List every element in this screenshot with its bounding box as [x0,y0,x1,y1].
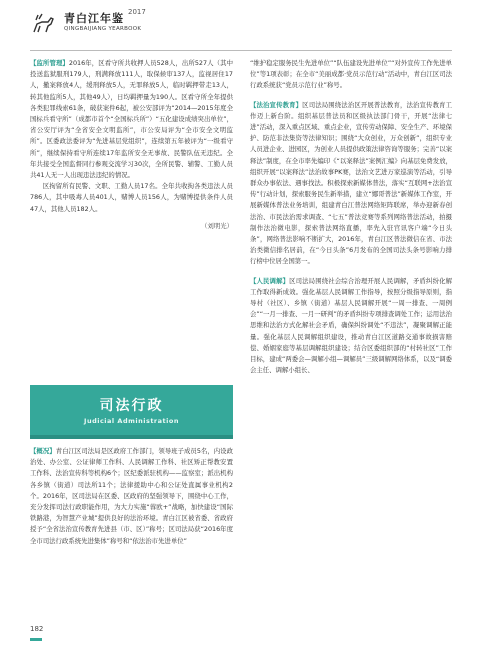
section-subtitle: Judicial Administration [84,417,179,425]
left-column-top [30,58,233,232]
section-banner [30,385,233,439]
header-rule [30,50,452,51]
paragraph-text: 2016年，区看守所共收押人员528人，出所527人（其中投送监狱服刑179人，刑满释放111人，取保候审137人，监视居住17人，撤案释放4人，缓刑释放5人，无罪释放5人，临时羁押带走13人，转其他监所5人，其他49人），日均羁押量为190人。区看守所全年提供各类犯罪线索61条，破获案件6起，被公安部评为“2014—2015年度全国标兵看守所”（成都市首个“全国标兵所”）“五化建设成绩突出单位”，省公安厅评为“全省安全文明监所”，市公安局评为“全市安全文明监所”。区委政法委评为“先进基层党组织”，连续第五年被评为“一级看守所”，继续保持看守所连续17年监所安全无事故、民警队伍无违纪。全年共接受全国监督同行参观交流学习30次，全所民警、辅警、工勤人员共41人无一人出现违法违纪的情况。 [30,59,233,180]
left-column-bottom [30,446,233,547]
right-column [250,58,452,376]
section-tag: 【概况】 [30,447,56,455]
yearbook-title: 青白江年鉴 [64,12,124,25]
banner-strip [30,435,233,439]
paragraph-mediation [250,276,452,377]
section-tag: 【人民调解】 [250,276,290,285]
yearbook-subtitle: QINGBAIJIANG YEARBOOK [64,26,142,32]
paragraph-detention: 区拘留所有民警、文职、工勤人员17名。全年共收拘各类违法人员786人，其中吸毒人员401人，赌博人员156人，为赌博提供条件人员47人，其他人员182人。 [30,182,233,213]
paragraph-text: 区司法局围绕社会综合治理开展人民调解，矛盾纠纷化解工作取得新成效。强化基层人民调解工作指导，按照分级指导原则，指导村（社区）、乡镇（街道）基层人民调解开展“一周一排查、一周例会”“一月一排查、一月一研判”的矛盾纠纷专项排查调处工作；运用法治思维和法治方式化解社会矛盾，确保纠纷调处“不违法”，凝聚调解正能量。强化基层人民调解组织建设，推动青白江区道路交通事故损害赔偿、婚姻家庭等基层调解组织建设；结合区委组织部的“村转社区”工作目标，建成“两委会—调解小组—调解员”三级调解网络体系，以及“调委会主任、调解小组长、 [250,276,453,375]
deer-logo-icon [30,12,56,34]
paragraph-text: 区司法局围绕法治区开展普法教育，法治宣传教育工作迈上新台阶。组织基层普法员和区级执法部门骨干，开展“法律七进”活动，深入重点区域、重点企业，宣传劳动保障、安全生产、环境保护、防范非法集资等法律知识；围绕“大众创业，万众创新”，组织专业人员进企业、进园区，为创业人员提供政策法律咨询等服务；完善“以案释法”制度，在全市率先编印《“以案释法”案例汇编》向基层免费发放，组织开展“以案释法”法治故事PK赛，法治文艺进万家巡演等活动，引导群众办事依法、遇事找法。积极探索新媒体普法，落实“互联网+法治宣传”行动计划，探索服务民生新举措，建立“娜哥普法”新媒体工作室，开展新媒体普法业务培训，组建青白江普法网络矩阵联席，举办迎新春创法治、市民法治需求调查、“七五”普法竞赛等系列网络普法活动，拍摄制作法治微电影，探索普法网络直播，率先入驻官讯客户端“今日头条”，网络普法影响不断扩大，2016年，青白江区普法微信在省、市法治类微信排名居前，在“今日头条”6月发布的全国司法头条号影响力排行榜中位居全国第一。 [250,100,453,266]
page-header [30,8,460,48]
paragraph-legal-education [250,100,452,268]
author-signature: （刘明光） [201,221,233,230]
section-tag: 【监所管理】 [30,59,69,67]
paragraph-awards: “维护稳定服务民生先进单位”“队伍建设先进单位”“对外宣传工作先进单位”等1项表彰；在全市“美丽成都·党员示范行动”活动中，青白江区司法行政系统获“党员示范行业”称号。 [250,59,452,90]
page-number-bar [30,638,42,641]
paragraph-text: 青白江区司法局是区政府工作部门，领导班子成员5名，内设政治处、办公室、公证律师工作科、人民调解工作科、社区矫正帮教安置工作科、法治宣传科等机构6个；区纪委派驻机构——监察室；派出机构各乡镇（街道）司法所11个；法律援助中心和公证处直属事业机构2个。2016年，区司法局在区委、区政府的坚强领导下，围绕中心工作，充分发挥司法行政职能作用，为大力实施“蓉欧+”战略，加快建设“国际铁路港，为智慧产业城”提供良好的法治环境。青白江区被省委、省政府授予“全省法治宣传教育先进县（市、区）”称号；区司法局获“2016年度全市司法行政系统先进集体”称号和“依法治市先进单位” [30,447,233,545]
yearbook-year: 2017 [128,8,146,16]
paragraph-jail-management [30,58,233,181]
section-title: 司法行政 [99,398,164,414]
paragraph-overview [30,446,233,547]
page-number: 182 [30,625,44,633]
section-tag: 【法治宣传教育】 [250,100,303,109]
